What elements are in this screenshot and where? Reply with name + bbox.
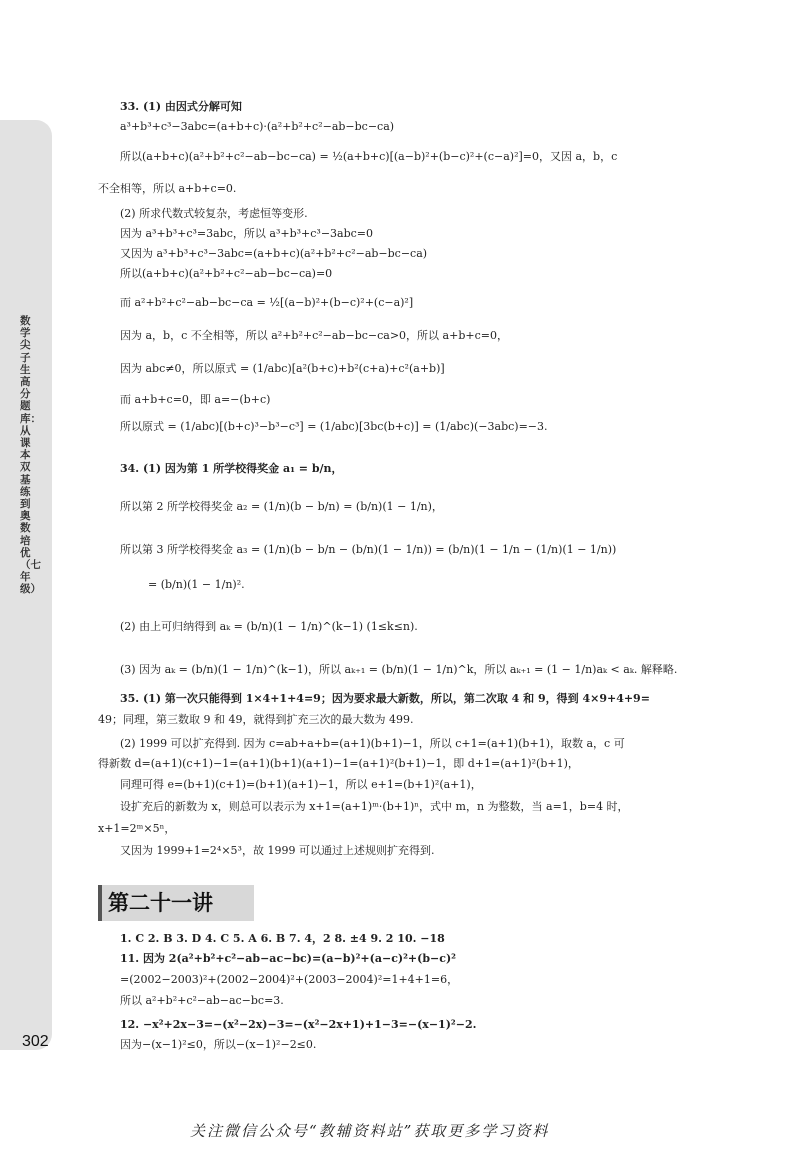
text-line: 所以 a²+b²+c²−ab−ac−bc=3.	[120, 994, 284, 1007]
text-line: 因为 a³+b³+c³=3abc，所以 a³+b³+c³−3abc=0	[120, 227, 374, 240]
text-line: 所以第 2 所学校得奖金 a₂ = (1/n)(b − b/n) = (b/n)(1 − 1/n)，	[120, 500, 443, 513]
text-line: 得新数 d=(a+1)(c+1)−1=(a+1)(b+1)(a+1)−1=(a+1)²(b+1)−1，即 d+1=(a+1)²(b+1)，	[98, 757, 579, 770]
text-line: 所以(a+b+c)(a²+b²+c²−ab−bc−ca) = ½(a+b+c)[(a−b)²+(b−c)²+(c−a)²]=0，又因 a，b，c	[120, 150, 618, 163]
text-line: 35. (1) 第一次只能得到 1×4+1+4=9；因为要求最大新数，所以，第二次取 4 和 9，得到 4×9+4+9=	[120, 692, 650, 705]
text-line: 又因为 1999+1=2⁴×5³，故 1999 可以通过上述规则扩充得到.	[120, 844, 435, 857]
text-line: (2) 1999 可以扩充得到. 因为 c=ab+a+b=(a+1)(b+1)−1，所以 c+1=(a+1)(b+1)，取数 a，c 可	[120, 737, 625, 750]
text-line: 33. (1) 由因式分解可知	[120, 100, 242, 113]
book-title: 数学尖子生高分题库：从课本双基练到奥数培优（七年级）	[20, 315, 41, 596]
text-line: 因为 abc≠0，所以原式 = (1/abc)[a²(b+c)+b²(c+a)+c²(a+b)]	[120, 362, 445, 375]
text-line: 而 a+b+c=0，即 a=−(b+c)	[120, 393, 271, 406]
text-line: (2) 所求代数式较复杂，考虑恒等变形.	[120, 207, 308, 220]
text-line: 同理可得 e=(b+1)(c+1)=(b+1)(a+1)−1，所以 e+1=(b+1)²(a+1)，	[120, 778, 482, 791]
text-line: =(2002−2003)²+(2002−2004)²+(2003−2004)²=1+4+1=6，	[120, 973, 459, 986]
text-line: 所以第 3 所学校得奖金 a₃ = (1/n)(b − b/n − (b/n)(1 − 1/n)) = (b/n)(1 − 1/n − (1/n)(1 − 1/n))	[120, 543, 617, 556]
page-number: 302	[22, 1033, 49, 1050]
text-line: 49；同理，第三数取 9 和 49，就得到扩充三次的最大数为 499.	[98, 713, 414, 726]
text-line: 设扩充后的新数为 x，则总可以表示为 x+1=(a+1)ᵐ·(b+1)ⁿ，式中 m，n 为整数，当 a=1，b=4 时，	[120, 800, 629, 813]
text-line: 所以原式 = (1/abc)[(b+c)³−b³−c³] = (1/abc)[3bc(b+c)] = (1/abc)(−3abc)=−3.	[120, 420, 548, 433]
text-line: 因为−(x−1)²≤0，所以−(x−1)²−2≤0.	[120, 1038, 317, 1051]
footer-note: 关注微信公众号“教辅资料站”获取更多学习资料	[190, 1122, 550, 1140]
text-line: 1. C 2. B 3. D 4. C 5. A 6. B 7. 4，2 8. ±4 9. 2 10. −18	[120, 932, 445, 945]
text-line: 又因为 a³+b³+c³−3abc=(a+b+c)(a²+b²+c²−ab−bc−ca)	[120, 247, 428, 260]
text-line: = (b/n)(1 − 1/n)².	[148, 578, 245, 591]
text-line: (2) 由上可归纳得到 aₖ = (b/n)(1 − 1/n)^(k−1) (1≤k≤n).	[120, 620, 418, 633]
text-line: 12. −x²+2x−3=−(x²−2x)−3=−(x²−2x+1)+1−3=−(x−1)²−2.	[120, 1018, 477, 1031]
text-line: (3) 因为 aₖ = (b/n)(1 − 1/n)^(k−1)，所以 aₖ₊₁ = (b/n)(1 − 1/n)^k，所以 aₖ₊₁ = (1 − 1/n)aₖ < aₖ. 解释略.	[120, 663, 678, 676]
sidebar-band	[0, 120, 52, 1050]
text-line: x+1=2ᵐ×5ⁿ，	[98, 822, 176, 835]
text-line: 34. (1) 因为第 1 所学校得奖金 a₁ = b/n，	[120, 462, 343, 475]
text-line: 11. 因为 2(a²+b²+c²−ab−ac−bc)=(a−b)²+(a−c)²+(b−c)²	[120, 952, 456, 965]
text-line: 不全相等，所以 a+b+c=0.	[98, 182, 237, 195]
section-heading: 第二十一讲	[98, 885, 254, 921]
text-line: 而 a²+b²+c²−ab−bc−ca = ½[(a−b)²+(b−c)²+(c−a)²]	[120, 296, 414, 309]
text-line: 所以(a+b+c)(a²+b²+c²−ab−bc−ca)=0	[120, 267, 333, 280]
text-line: 因为 a，b，c 不全相等，所以 a²+b²+c²−ab−bc−ca>0，所以 a+b+c=0，	[120, 329, 508, 342]
text-line: a³+b³+c³−3abc=(a+b+c)·(a²+b²+c²−ab−bc−ca)	[120, 120, 395, 133]
